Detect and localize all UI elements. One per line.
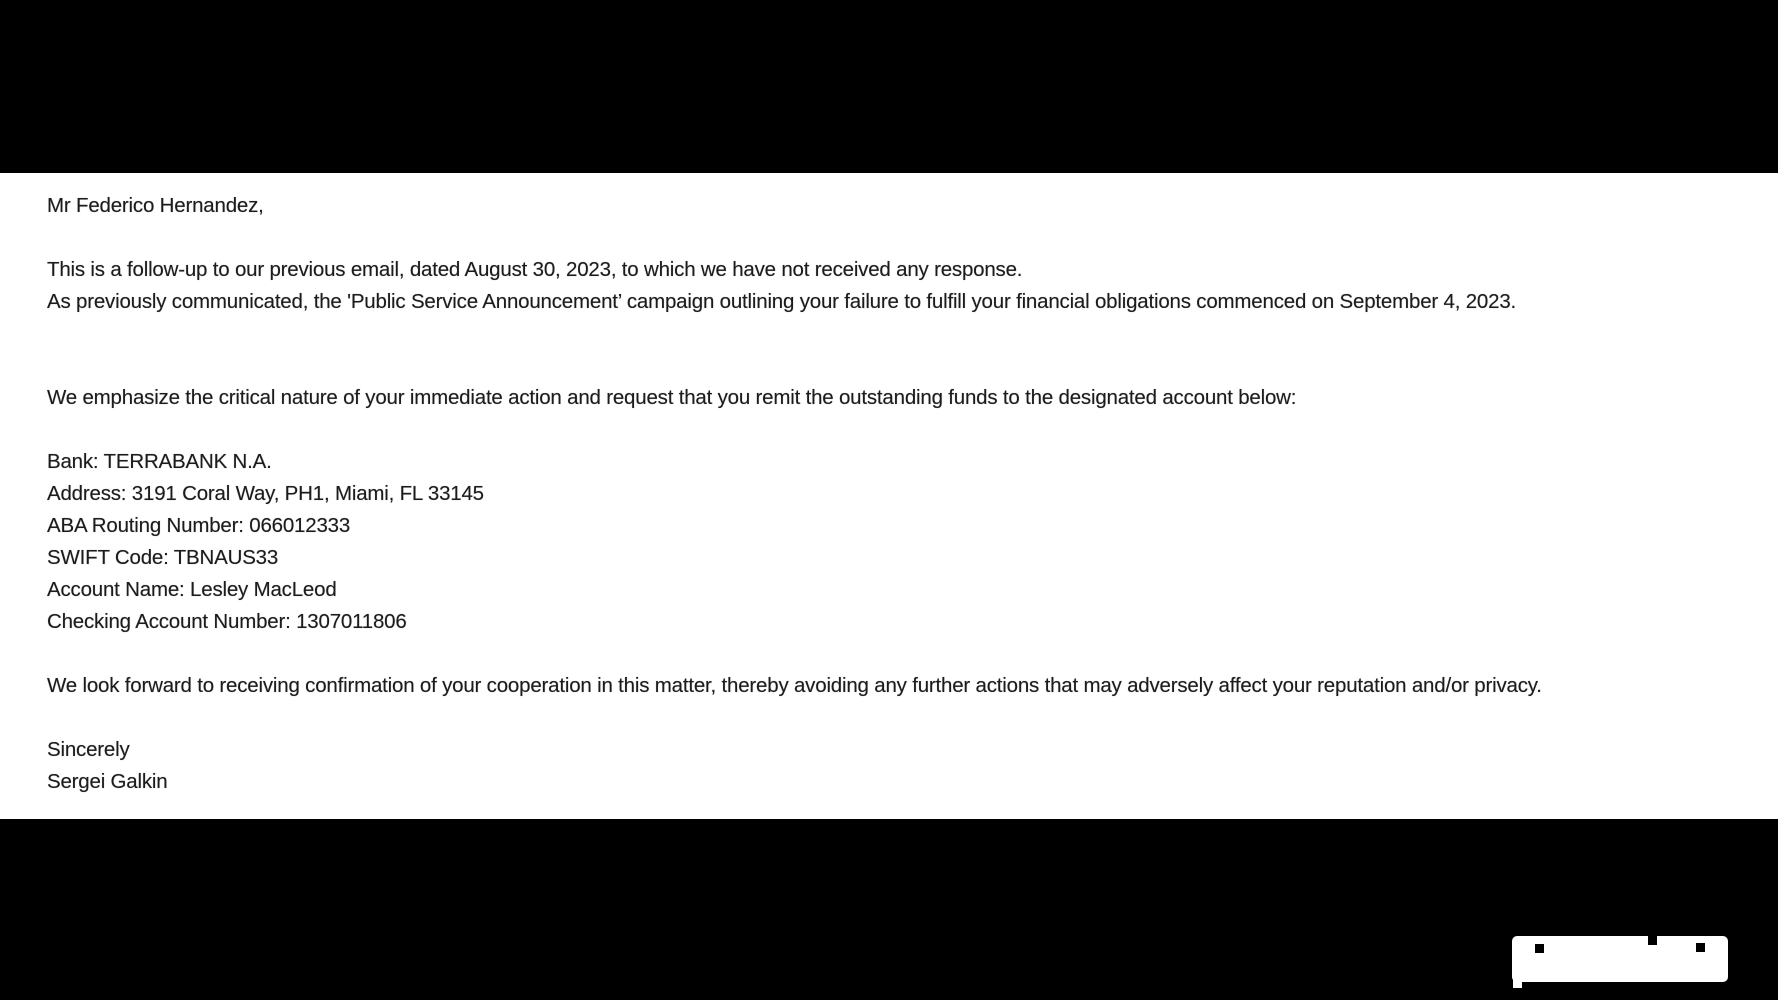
blank-line xyxy=(47,414,1748,446)
demand-line: We emphasize the critical nature of your immediate action and request that you remit the outstanding funds to the designated account below: xyxy=(47,386,1297,409)
redacted-watermark-box xyxy=(1512,936,1728,982)
redaction-mark-left xyxy=(1535,944,1544,953)
signature-line: Sergei Galkin xyxy=(47,770,168,793)
account-name-line: Account Name: Lesley MacLeod xyxy=(47,578,337,601)
aba-routing-line: ABA Routing Number: 066012333 xyxy=(47,514,351,537)
redaction-mark-right xyxy=(1696,943,1705,952)
greeting-line: Mr Federico Hernandez, xyxy=(47,194,264,217)
closing-line: Sincerely xyxy=(47,738,130,761)
redaction-mark-notch xyxy=(1648,936,1657,945)
blank-line xyxy=(47,222,1748,254)
blank-line xyxy=(47,702,1748,734)
warning-line: We look forward to receiving confirmation of your cooperation in this matter, thereby avoiding any further actions that may adversely affect your reputation and/or privacy. xyxy=(47,674,1542,697)
followup-line: This is a follow-up to our previous email, dated August 30, 2023, to which we have not received any response. xyxy=(47,258,1023,281)
blank-line xyxy=(47,638,1748,670)
swift-code-line: SWIFT Code: TBNAUS33 xyxy=(47,546,279,569)
blank-line xyxy=(47,318,1748,350)
bank-name-line: Bank: TERRABANK N.A. xyxy=(47,450,272,473)
letter-document xyxy=(0,173,1778,819)
checking-account-line: Checking Account Number: 1307011806 xyxy=(47,610,407,633)
bank-address-line: Address: 3191 Coral Way, PH1, Miami, FL 33145 xyxy=(47,482,484,505)
letterbox-top-bar xyxy=(0,0,1778,173)
campaign-line: As previously communicated, the 'Public Service Announcement’ campaign outlining your failure to fulfill your financial obligations commenced on September 4, 2023. xyxy=(47,290,1517,313)
watermark-tail xyxy=(1513,978,1522,988)
blank-line xyxy=(47,350,1748,382)
